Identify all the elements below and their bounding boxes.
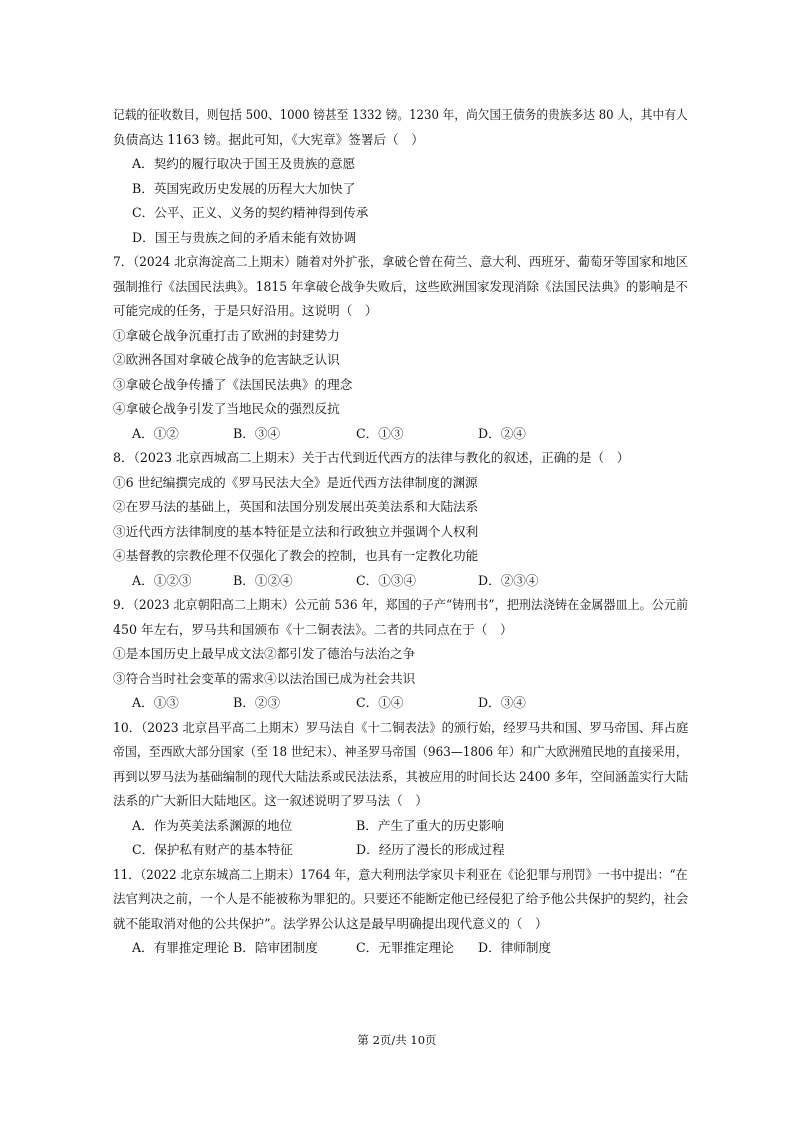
q9-stem-line-2: 450 年左右，罗马共和国颁布《十二铜表法》。二者的共同点在于（ ） <box>113 622 513 637</box>
q8-option-a: A．①②③ <box>132 573 192 588</box>
q7-statement-1: ①拿破仑战争沉重打击了欧洲的封建势力 <box>113 328 340 343</box>
q9-option-d: D．③④ <box>478 695 526 710</box>
q9-option-a: A．①③ <box>132 695 179 710</box>
q8-option-b: B．①②④ <box>233 573 293 588</box>
q7-statement-2: ②欧洲各国对拿破仑战争的危害缺乏认识 <box>113 352 340 367</box>
q9-option-c: C．①④ <box>356 695 404 710</box>
q8-statement-1: ①6 世纪编撰完成的《罗马民法大全》是近代西方法律制度的渊源 <box>113 475 478 490</box>
q7-statement-4: ④拿破仑战争引发了当地民众的强烈反抗 <box>113 401 340 416</box>
q10-stem-line-3: 再到以罗马法为基础编制的现代大陆法系或民法法系，其被应用的时间长达 2400 多年，空间涵盖实行大陆 <box>113 769 689 784</box>
q10-option-d: D．经历了漫长的形成过程 <box>356 842 505 857</box>
q11-option-d: D．律师制度 <box>478 940 552 955</box>
q11-option-c: C．无罪推定理论 <box>356 940 454 955</box>
q9-statement-1: ①是本国历史上最早成文法②都引发了德治与法治之争 <box>113 646 416 661</box>
q7-stem-line-1: 7．（2024 北京海淀高二上期末）随着对外扩张，拿破仑曾在荷兰、意大利、西班牙、葡萄牙等国家和地区 <box>113 254 688 269</box>
q8-statement-2: ②在罗马法的基础上，英国和法国分别发展出英美法系和大陆法系 <box>113 499 479 514</box>
q11-option-b: B．陪审团制度 <box>233 940 318 955</box>
q10-stem-line-1: 10．（2023 北京昌平高二上期末）罗马法自《十二铜表法》的颁行始，经罗马共和国、罗马帝国、拜占庭 <box>113 720 689 735</box>
q11-stem-line-1: 11．（2022 北京东城高二上期末）1764 年，意大利刑法学家贝卡利亚在《论犯罪与刑罚》一书中提出：“在 <box>113 867 688 882</box>
q6-option-b: B．英国宪政历史发展的历程大大加快了 <box>132 181 356 196</box>
q6-option-c: C．公平、正义、义务的契约精神得到传承 <box>132 205 369 220</box>
q11-stem-line-3: 就不能取消对他的公共保护”。法学界公认这是最早明确提出现代意义的（ ） <box>113 916 548 931</box>
q7-option-b: B．③④ <box>233 426 281 441</box>
q9-stem-line-1: 9．（2023 北京朝阳高二上期末）公元前 536 年，郑国的子产“铸刑书”，把刑法浇铸在金属器皿上。公元前 <box>113 597 689 612</box>
q8-statement-4: ④基督教的宗教伦理不仅强化了教会的控制，也具有一定教化功能 <box>113 548 479 563</box>
q10-option-a: A．作为英美法系渊源的地位 <box>132 818 293 833</box>
q10-option-c: C．保护私有财产的基本特征 <box>132 842 293 857</box>
q7-option-a: A．①② <box>132 426 179 441</box>
q7-option-c: C．①③ <box>356 426 404 441</box>
q8-stem-line-1: 8．（2023 北京西城高二上期末）关于古代到近代西方的法律与教化的叙述，正确的是（ ） <box>113 450 630 465</box>
q11-stem-line-2: 法官判决之前，一个人是不能被称为罪犯的。只要还不能断定他已经侵犯了给予他公共保护的契约，社会 <box>113 891 689 906</box>
q7-option-d: D．②④ <box>478 426 526 441</box>
q6-stem-line-1: 记载的征收数目，则包括 500、1000 镑甚至 1332 镑。1230 年，尚欠国王债务的贵族多达 80 人，其中有人 <box>113 107 688 122</box>
q9-statement-2: ③符合当时社会变革的需求④以法治国已成为社会共识 <box>113 671 416 686</box>
q10-stem-line-2: 帝国，至西欧大部分国家（至 18 世纪末）、神圣罗马帝国（963—1806 年）和广大欧洲殖民地的直接采用， <box>113 744 688 759</box>
q10-stem-line-4: 法系的广大新旧大陆地区。这一叙述说明了罗马法（ ） <box>113 793 428 808</box>
q7-stem-line-3: 可能完成的任务，于是只好沿用。这说明（ ） <box>113 303 378 318</box>
q9-option-b: B．②③ <box>233 695 281 710</box>
q6-option-d: D．国王与贵族之间的矛盾未能有效协调 <box>132 230 357 245</box>
q6-option-a: A．契约的履行取决于国王及贵族的意愿 <box>132 156 356 171</box>
q6-stem-line-2: 负债高达 1163 镑。据此可知，《大宪章》签署后（ ） <box>113 132 424 147</box>
q8-option-c: C．①③④ <box>356 573 417 588</box>
q8-statement-3: ③近代西方法律制度的基本特征是立法和行政独立并强调个人权利 <box>113 524 479 539</box>
q10-option-b: B．产生了重大的历史影响 <box>356 818 504 833</box>
q8-option-d: D．②③④ <box>478 573 539 588</box>
page-number-footer: 第 2页/共 10页 <box>357 1033 437 1047</box>
q7-statement-3: ③拿破仑战争传播了《法国民法典》的理念 <box>113 377 353 392</box>
q11-option-a: A．有罪推定理论 <box>132 940 230 955</box>
q7-stem-line-2: 强制推行《法国民法典》。1815 年拿破仑战争失败后，这些欧洲国家发现消除《法国民法典》的影响是不 <box>113 279 688 294</box>
